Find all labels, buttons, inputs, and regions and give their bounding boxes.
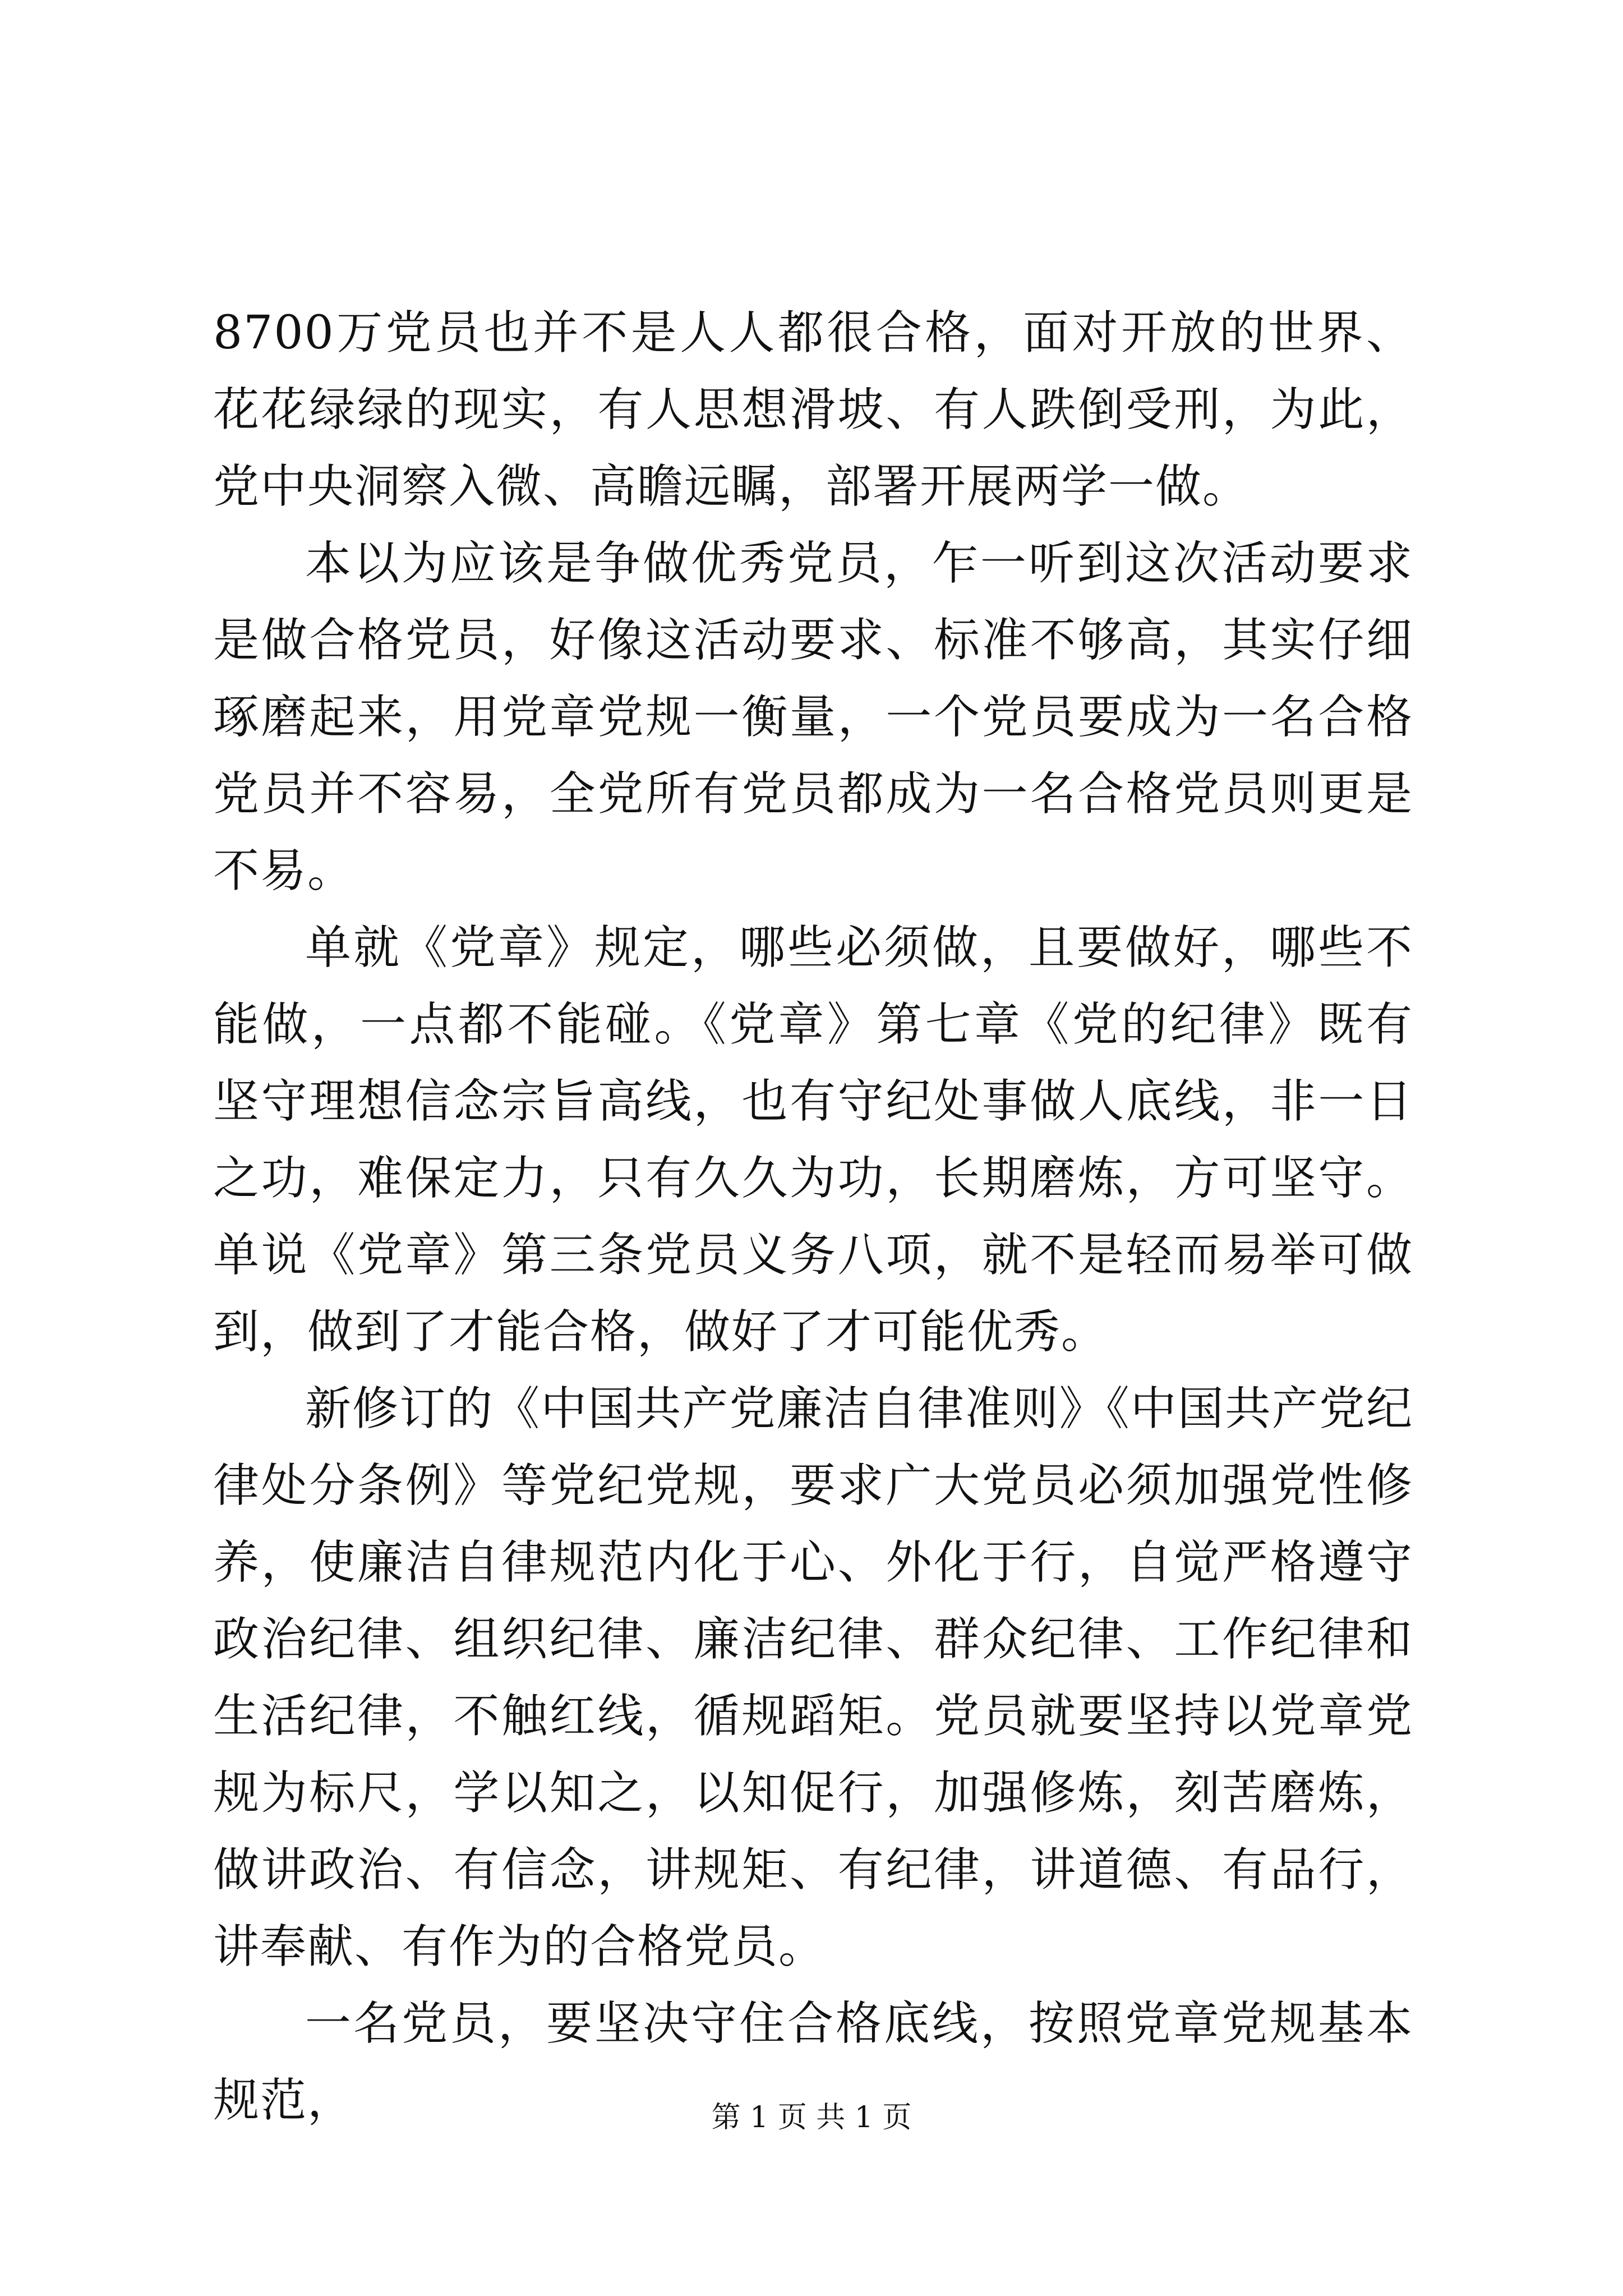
paragraph-4: 新修订的《中国共产党廉洁自律准则》《中国共产党纪律处分条例》等党纪党规，要求广大党员必须加强党性修养，使廉洁自律规范内化于心、外化于行，自觉严格遵守政治纪律、组织纪律、廉洁纪律、群众纪律、工作纪律和生活纪律，不触红线，循规蹈矩。党员就要坚持以党章党规为标尺，学以知之，以知促行，加强修炼，刻苦磨炼，做讲政治、有信念，讲规矩、有纪律，讲道德、有品行，讲奉献、有作为的合格党员。 bbox=[213, 1382, 1413, 1973]
paragraph-3: 单就《党章》规定，哪些必须做，且要做好，哪些不能做，一点都不能碰。《党章》第七章《党的纪律》既有坚守理想信念宗旨高线，也有守纪处事做人底线，非一日之功，难保定力，只有久久为功，长期磨炼，方可坚守。单说《党章》第三条党员义务八项，就不是轻而易举可做到，做到了才能合格，做好了才可能优秀。 bbox=[213, 921, 1413, 1359]
paragraph-1: 8700万党员也并不是人人都很合格，面对开放的世界、花花绿绿的现实，有人思想滑坡、有人跌倒受刑，为此，党中央洞察入微、高瞻远瞩，部署开展两学一做。 bbox=[213, 306, 1413, 513]
paragraph-2: 本以为应该是争做优秀党员，乍一听到这次活动要求是做合格党员，好像这活动要求、标准不够高，其实仔细琢磨起来，用党章党规一衡量，一个党员要成为一名合格党员并不容易，全党所有党员都成为一名合格党员则更是不易。 bbox=[213, 537, 1413, 898]
document-body bbox=[213, 295, 1413, 2139]
paragraph-5: 一名党员，要坚决守住合格底线，按照党章党规基本规范， bbox=[213, 1997, 1413, 2127]
page-footer: 第 1 页 共 1 页 bbox=[711, 2101, 912, 2134]
